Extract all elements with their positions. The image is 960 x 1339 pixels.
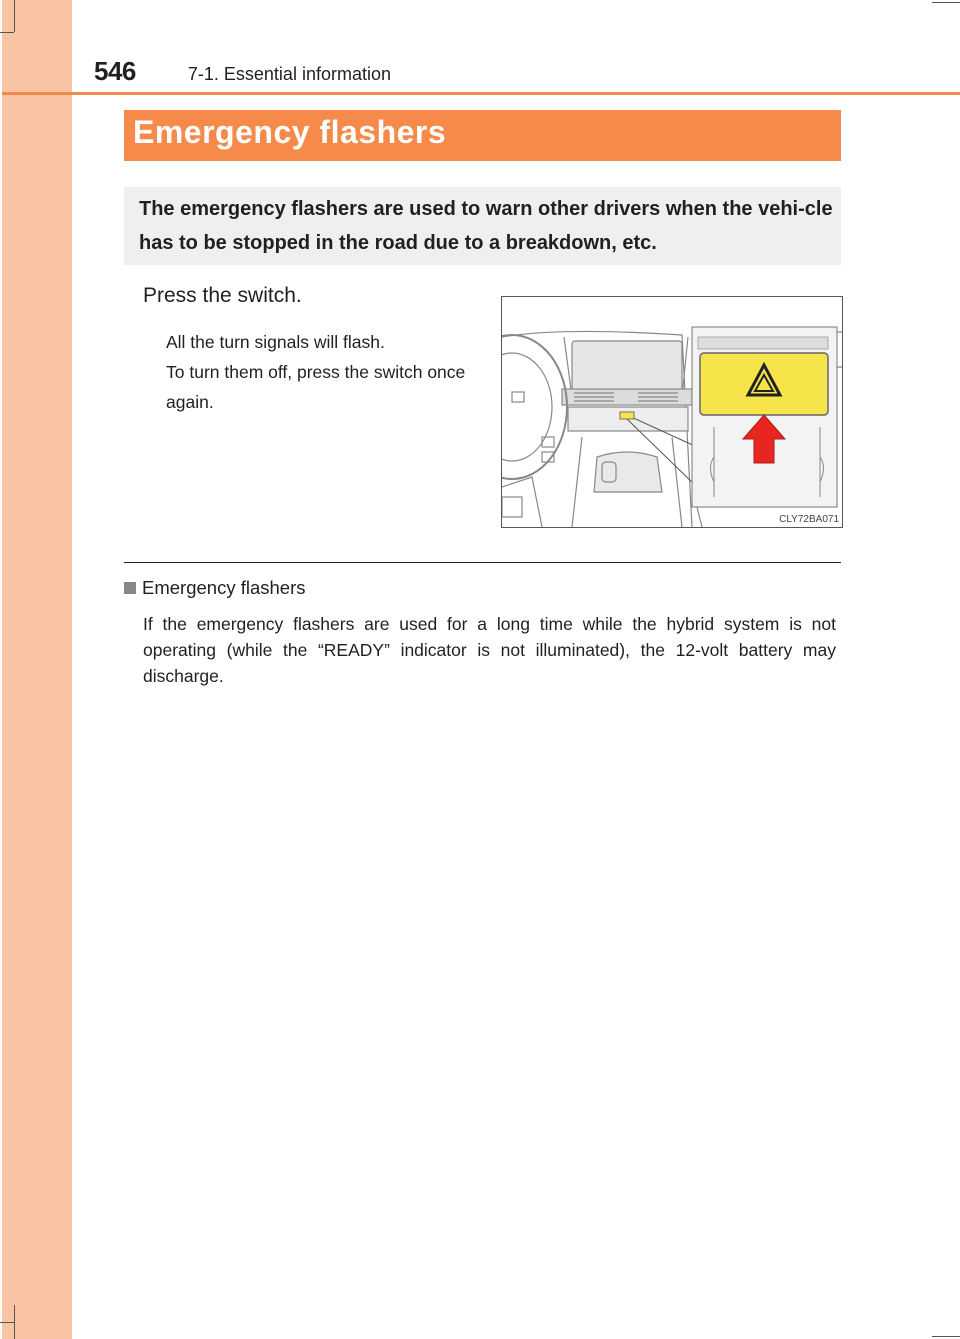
dashboard-drawing	[502, 297, 842, 527]
crop-mark-top-right	[932, 2, 960, 3]
section-title: 7-1. Essential information	[187, 64, 391, 84]
intro-text: The emergency flashers are used to warn other drivers when the vehi-cle has to be stopped in the road due to a breakdown, etc.	[139, 198, 833, 254]
switch-location-marker	[620, 412, 634, 419]
instruction-main: Press the switch.	[143, 284, 302, 307]
instruction-line-2: To turn them off, press the switch once	[166, 362, 466, 382]
page-title: Emergency flashers	[133, 114, 447, 150]
page-number: 546	[94, 56, 136, 86]
section-divider	[124, 562, 841, 563]
crop-mark-top-left	[0, 32, 14, 33]
note-heading-text: Emergency flashers	[142, 577, 306, 598]
crop-mark-bottom-left-v	[14, 1305, 15, 1339]
crop-mark-bottom-left	[0, 1322, 14, 1323]
note-body: If the emergency flashers are used for a long time while the hybrid system is not operating (while the “READY” indicator is not illuminated), the 12-volt battery may discharge.	[143, 614, 836, 686]
instruction-line-1: All the turn signals will flash.	[166, 332, 385, 352]
page-header	[94, 56, 391, 86]
intro-box	[124, 187, 841, 265]
instruction-line-3: again.	[166, 392, 214, 412]
dashboard-illustration	[501, 296, 843, 528]
square-bullet-icon	[124, 582, 136, 594]
side-tab-bar	[2, 0, 72, 1339]
header-rule	[2, 92, 960, 95]
crop-mark-top-left-v	[14, 0, 15, 32]
note-heading	[124, 577, 305, 599]
image-code: CLY72BA071	[779, 514, 839, 525]
crop-mark-bottom-right	[932, 1336, 960, 1337]
title-bar	[124, 110, 841, 161]
